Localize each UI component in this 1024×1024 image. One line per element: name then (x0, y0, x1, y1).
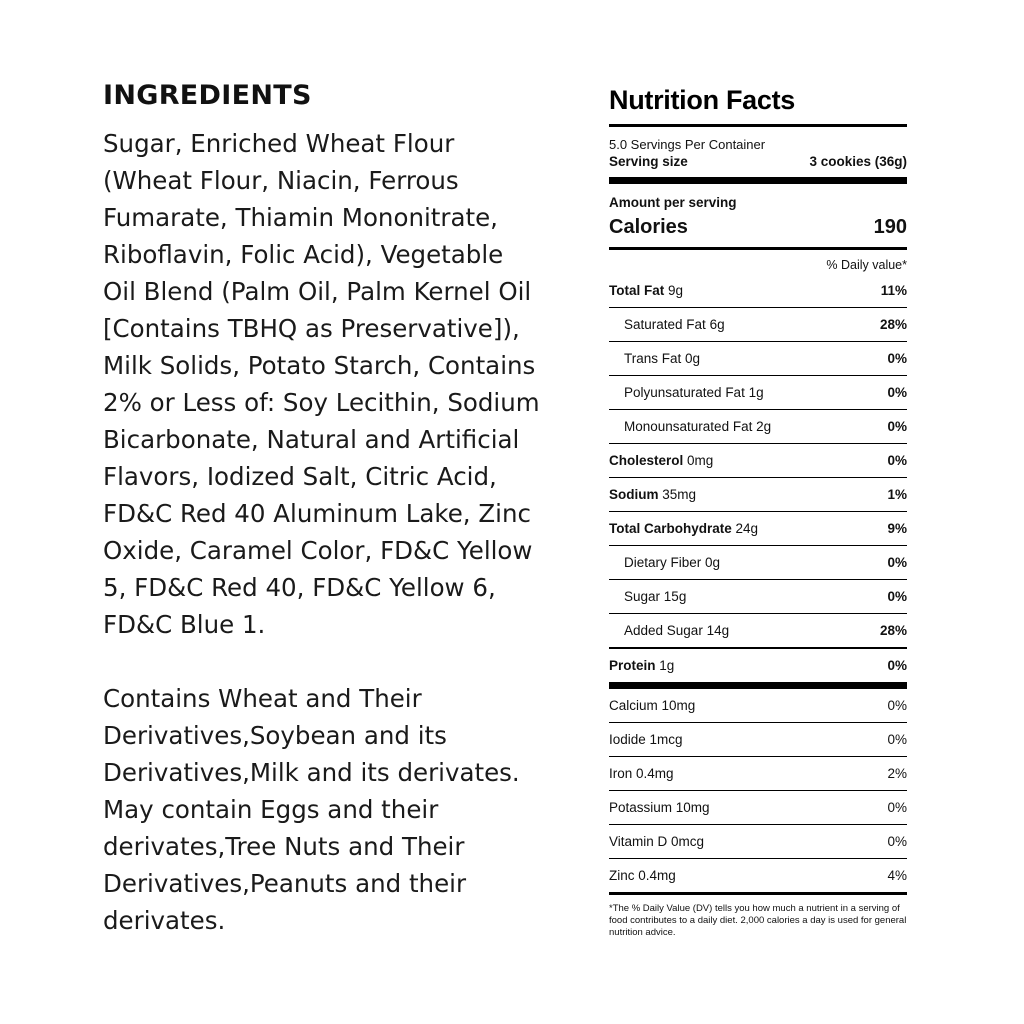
nutrient-name: Total Carbohydrate (609, 521, 732, 536)
nutrient-name: Total Fat (609, 283, 665, 298)
servings-per-container: 5.0 Servings Per Container (609, 137, 766, 152)
vitamin-label: Zinc 0.4mg (609, 868, 676, 883)
nutrient-name: Added Sugar (624, 623, 703, 638)
calories-value: 190 (873, 216, 907, 238)
nutrition-facts-title: Nutrition Facts (609, 85, 796, 115)
nutrient-name: Polyunsaturated Fat (624, 385, 745, 400)
amount-per-serving: Amount per serving (609, 195, 737, 210)
nutrient-row-total-fat (609, 274, 907, 307)
divider (609, 247, 907, 250)
nutrient-dv: 0% (887, 555, 907, 570)
daily-value-header: % Daily value* (826, 258, 907, 272)
vitamin-dv: 0% (887, 698, 907, 713)
nutrient-row-added-sugar (609, 613, 907, 647)
vitamin-label: Vitamin D 0mcg (609, 834, 705, 849)
nutrient-dv: 28% (879, 623, 907, 638)
nutrient-row-sugar (609, 579, 907, 613)
serving-size-value: 3 cookies (36g) (809, 154, 907, 169)
nutrient-row-cholesterol (609, 443, 907, 477)
nutrient-amount: 0g (705, 555, 721, 570)
vitamin-dv: 2% (887, 766, 907, 781)
vitamin-row-iron (609, 756, 907, 790)
nutrient-name: Cholesterol (609, 453, 684, 468)
nutrient-name: Monounsaturated Fat (624, 419, 753, 434)
nutrient-row-dietary-fiber (609, 545, 907, 579)
nutrient-row-total-carbohydrate (609, 511, 907, 545)
nutrient-amount: 0mg (687, 453, 714, 468)
nutrient-amount: 35mg (662, 487, 697, 502)
calories-row (609, 213, 907, 241)
nutrition-facts-panel (596, 68, 921, 956)
nutrient-row-trans-fat (609, 341, 907, 375)
vitamin-label: Iodide 1mcg (609, 732, 683, 747)
vitamin-row-iodide (609, 722, 907, 756)
vitamin-row-vitamin-d (609, 824, 907, 858)
nutrient-dv: 28% (879, 317, 907, 332)
nutrient-dv: 1% (887, 487, 907, 502)
divider-thick (609, 177, 907, 184)
nutrient-amount: 15g (663, 589, 687, 604)
nutrient-amount: 1g (748, 385, 764, 400)
divider-thick (609, 682, 907, 689)
nutrient-amount: 2g (756, 419, 772, 434)
nutrient-name: Sugar (624, 589, 661, 604)
nutrient-amount: 6g (709, 317, 725, 332)
nutrient-amount: 9g (668, 283, 684, 298)
nutrient-row-saturated-fat (609, 307, 907, 341)
nutrient-amount: 24g (735, 521, 759, 536)
ingredients-text: Sugar, Enriched Wheat Flour (Wheat Flour, Niacin, Ferrous Fumarate, Thiamin Mononitrate, Riboflavin, Folic Acid), Vegetable Oil Blend (Palm Oil, Palm Kernel Oil [Contains TBHQ as Preservative]), Milk Solids, Potato Starch, Contains 2% or Less of: Soy Lecithin, Sodium Bicarbonate, Natural and Artificial Flavors, Iodized Salt, Citric Acid, FD&C Red 40 Aluminum Lake, Zinc Oxide, Caramel Color, FD&C Yellow 5, FD&C Red 40, FD&C Yellow 6, FD&C Blue 1. (103, 129, 540, 639)
vitamin-row-potassium (609, 790, 907, 824)
divider (609, 124, 907, 127)
nutrient-dv: 9% (887, 521, 907, 536)
nutrient-dv: 0% (887, 351, 907, 366)
nutrient-dv: 0% (887, 385, 907, 400)
vitamin-dv: 0% (887, 800, 907, 815)
nutrient-name: Dietary Fiber (624, 555, 702, 570)
vitamin-row-zinc (609, 858, 907, 892)
calories-label: Calories (609, 216, 688, 238)
nutrient-amount: 0g (685, 351, 701, 366)
vitamin-dv: 0% (887, 834, 907, 849)
nutrient-dv: 11% (880, 283, 907, 298)
vitamin-dv: 0% (887, 732, 907, 747)
nutrient-name: Trans Fat (624, 351, 682, 366)
nutrient-amount: 14g (706, 623, 730, 638)
nutrient-dv: 0% (887, 658, 907, 673)
ingredients-section (103, 80, 578, 939)
allergen-statement: Contains Wheat and Their Derivatives,Soybean and its Derivatives,Milk and its derivates. May contain Eggs and their derivates,Tree Nuts and Their Derivatives,Peanuts and their derivates. (103, 684, 520, 935)
nutrient-row-monounsaturated-fat (609, 409, 907, 443)
vitamin-label: Calcium 10mg (609, 698, 696, 713)
divider (609, 892, 907, 895)
nutrient-row-sodium (609, 477, 907, 511)
nutrient-row-protein (609, 647, 907, 682)
nutrient-name: Saturated Fat (624, 317, 706, 332)
nutrient-dv: 0% (887, 453, 907, 468)
nutrient-dv: 0% (887, 419, 907, 434)
serving-size-label: Serving size (609, 154, 688, 169)
nutrient-amount: 1g (659, 658, 675, 673)
vitamin-row-calcium (609, 689, 907, 722)
serving-size-row (609, 153, 907, 171)
nutrient-row-polyunsaturated-fat (609, 375, 907, 409)
vitamin-label: Iron 0.4mg (609, 766, 674, 781)
nutrient-name: Sodium (609, 487, 659, 502)
vitamin-dv: 4% (887, 868, 907, 883)
vitamin-label: Potassium 10mg (609, 800, 710, 815)
footnote: *The % Daily Value (DV) tells you how much a nutrient in a serving of food contributes to a daily diet. 2,000 calories a day is used for general nutrition advice. (609, 903, 907, 938)
nutrient-dv: 0% (887, 589, 907, 604)
ingredients-title: INGREDIENTS (103, 80, 312, 111)
nutrient-name: Protein (609, 658, 656, 673)
